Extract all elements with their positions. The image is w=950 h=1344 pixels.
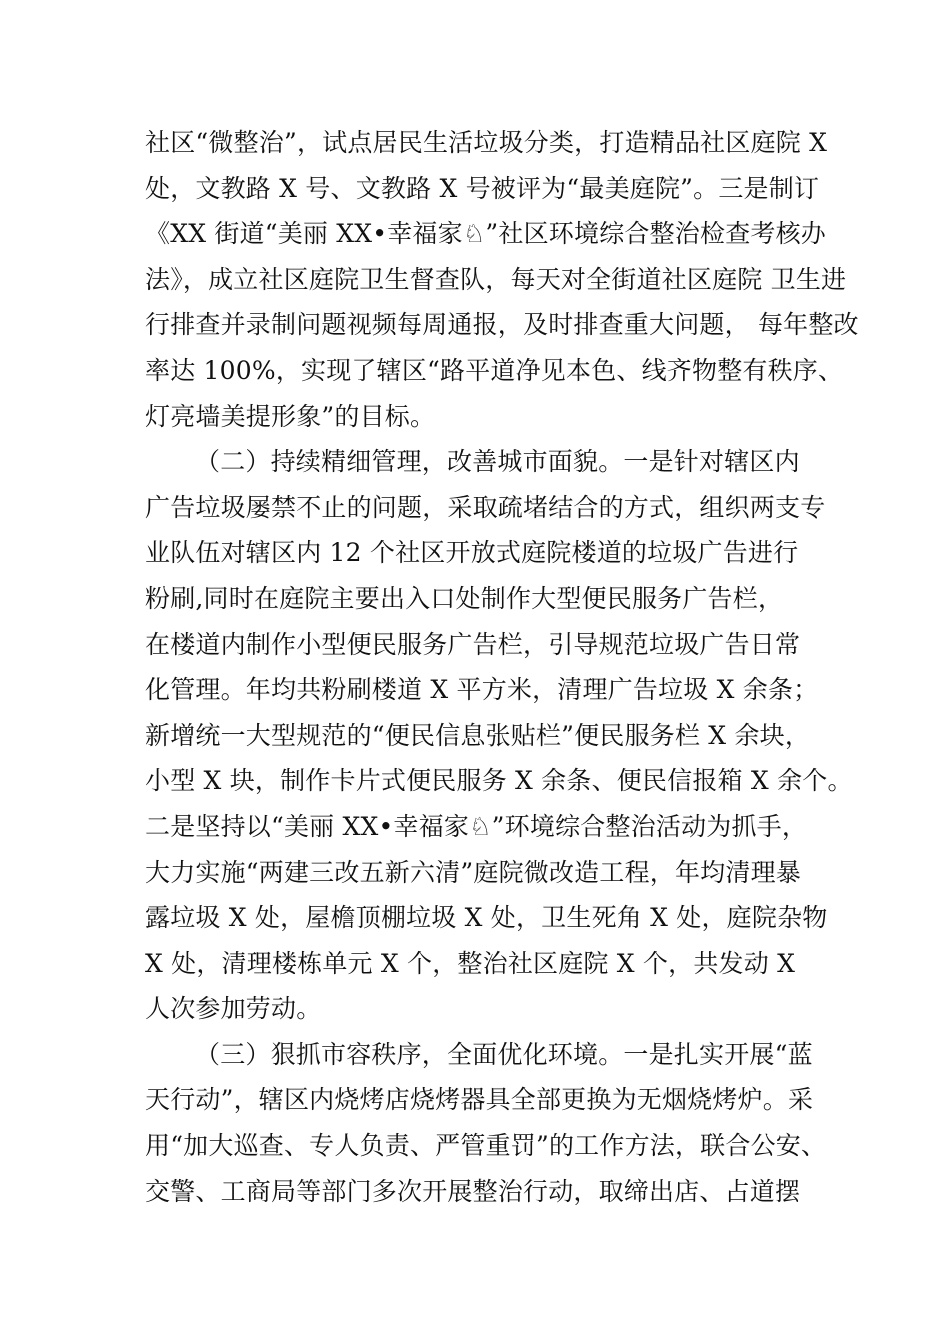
text-line: 灯亮墙美提形象”的目标。: [145, 401, 436, 431]
text-line: 小型 X 块，制作卡片式便民服务 X 余条、便民信报箱 X 余个。: [145, 766, 853, 796]
text-line: 在楼道内制作小型便民服务广告栏，引导规范垃圾广告日常: [145, 629, 801, 659]
text-line: 行排查并录制问题视频每周通报，及时排查重大问题， 每年整改: [145, 310, 859, 340]
text-line: 业队伍对辖区内 12 个社区开放式庭院楼道的垃圾广告进行: [145, 538, 799, 568]
text-line: 天行动”，辖区内烧烤店烧烤器具全部更换为无烟烧烤炉。采: [145, 1085, 814, 1115]
text-line: 大力实施“两建三改五新六清”庭院微改造工程，年均清理暴: [145, 857, 801, 887]
text-line: 用“加大巡查、专人负责、严管重罚”的工作方法，联合公安、: [145, 1131, 827, 1161]
text-line: 粉刷,同时在庭院主要出入口处制作大型便民服务广告栏，: [145, 583, 784, 613]
text-line: 广告垃圾屡禁不止的问题，采取疏堵结合的方式，组织两支专: [145, 492, 826, 522]
text-line: 露垃圾 X 处，屋檐顶棚垃圾 X 处，卫生死角 X 处，庭院杂物: [145, 903, 828, 933]
text-line: 处，文教路 X 号、文教路 X 号被评为“最美庭院”。三是制订: [145, 173, 820, 203]
section-heading-line: （三）狠抓市容秩序，全面优化环境。一是扎实开展“蓝: [195, 1039, 813, 1069]
text-line: 社区“微整治”，试点居民生活垃圾分类，打造精品社区庭院 X: [145, 128, 828, 157]
text-line: 《XX 街道“美丽 XX•幸福家♘”社区环境综合整治检查考核办: [145, 219, 827, 249]
text-line: 二是坚持以“美丽 XX•幸福家♘”环境综合整治活动为抓手，: [145, 811, 808, 841]
document-body: [145, 120, 859, 1214]
text-line: 法》，成立社区庭院卫生督查队，每天对全街道社区庭院 卫生进: [145, 264, 847, 294]
text-line: 率达 100%，实现了辖区“路平道净见本色、线齐物整有秩序、: [145, 355, 844, 385]
text-line: 交警、工商局等部门多次开展整治行动，取缔出店、占道摆: [145, 1176, 801, 1206]
section-heading-line: （二）持续精细管理，改善城市面貌。一是针对辖区内: [195, 447, 800, 477]
text-line: 人次参加劳动。: [145, 994, 322, 1024]
text-line: 新增统一大型规范的“便民信息张贴栏”便民服务栏 X 余块，: [145, 720, 811, 750]
text-line: 化管理。年均共粉刷楼道 X 平方米，清理广告垃圾 X 余条；: [145, 675, 819, 705]
text-line: X 处，清理楼栋单元 X 个，整治社区庭院 X 个，共发动 X: [145, 948, 796, 978]
